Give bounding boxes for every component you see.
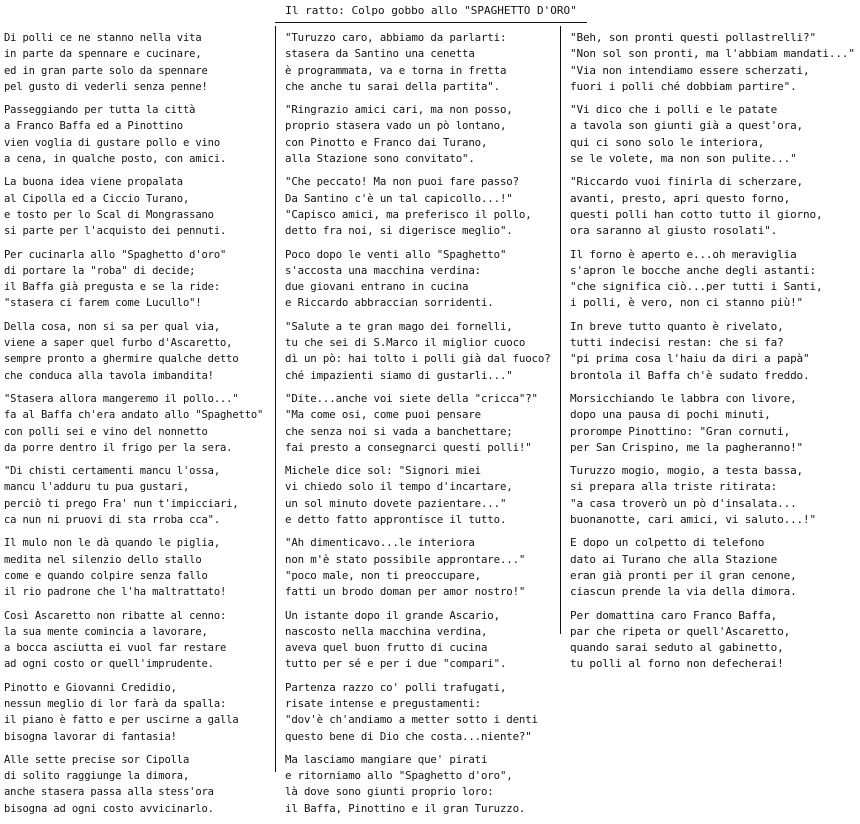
verse-line: Di polli ce ne stanno nella vita [4,32,202,44]
verse-line: si parte per l'acquisto dei pennuti. [4,225,227,238]
poem-column-1 [4,30,269,824]
verse-line: a cena, in qualche posto, con amici. [4,153,227,166]
stanza [570,247,855,312]
verse-line: E dopo un colpetto di telefono [570,536,765,550]
verse-line: risate intense e pregustamenti: [285,696,481,710]
verse-line: alla Stazione sono convitato". [285,152,475,166]
verse-line: "Che peccato! Ma non puoi fare passo? [285,175,519,189]
verse-line: Pinotto e Giovanni Credidio, [4,681,177,694]
verse-line: e tosto per lo Scal di Mongrassano [4,208,214,221]
stanza [285,535,555,600]
verse-line: "Non sol son pronti, ma l'abbiam mandati..." [570,47,855,61]
verse-line: In breve tutto quanto è rivelato, [570,319,784,333]
verse-line: Morsicchiando le labbra con livore, [570,391,797,405]
verse-line: bisogna ad ogni costo avvicinarlo. [4,802,214,815]
verse-line: la sua mente comincia a lavorare, [4,625,208,638]
verse-line: e Riccardo abbraccian sorridenti. [285,296,494,310]
verse-line: medita nel silenzio dello stallo [4,553,202,566]
stanza [285,391,555,456]
stanza [570,535,855,600]
verse-line: il rio padrone che l'ha maltrattato! [4,586,227,599]
stanza [570,463,855,528]
verse-line: ora saranno al giusto rosolati". [570,224,778,238]
verse-line: viene a saper quel furbo d'Ascaretto, [4,337,233,350]
verse-line: di solito raggiunge la dimora, [4,770,190,783]
verse-line: nessun meglio di lor farà da spalla: [4,697,227,710]
verse-line: Turuzzo mogio, mogio, a testa bassa, [570,464,804,478]
verse-line: eran già pronti per il gran cenone, [570,568,797,582]
verse-line: "Ma come osi, come puoi pensare [285,408,481,422]
verse-line: ché impazienti siamo di gustarli..." [285,368,513,382]
verse-line: fatti un brodo doman per amor nostro!" [285,585,526,599]
verse-line: pel gusto di vederli senza penne! [4,80,208,93]
verse-line: prorompe Pinottino: "Gran cornuti, [570,424,791,438]
verse-line: non m'è stato possibile approntare..." [285,552,526,566]
stanza [4,391,269,456]
verse-line: "a casa troverò un pò d'insalata... [570,496,797,510]
verse-line: un sol minuto dovete pazientare..." [285,496,507,510]
verse-line: tutti indecisi restan: che si fa? [570,336,784,350]
verse-line: fai presto a consegnarci questi polli!" [285,440,532,454]
poem-column-2 [285,30,555,824]
stanza [285,319,555,384]
stanza [4,608,269,673]
verse-line: "che significa ciò...per tutti i Santi, [570,280,823,294]
verse-line: stasera da Santino una cenetta [285,47,475,61]
verse-line: "stasera ci farem come Lucullo"! [4,297,202,310]
verse-line: Per domattina caro Franco Baffa, [570,608,778,622]
verse-line: il Baffa già pregusta e se la ride: [4,281,221,294]
stanza [4,535,269,600]
verse-line: Per cucinarla allo "Spaghetto d'oro" [4,248,227,261]
verse-line: "Capisco amici, ma preferisco il pollo, [285,207,532,221]
verse-line: ad ogni costo or quell'imprudente. [4,658,214,671]
verse-line: da porre dentro il frigo per la sera. [4,441,233,454]
verse-line: "Ringrazio amici cari, ma non posso, [285,103,513,117]
verse-line: vien voglia di gustare pollo e vino [4,136,221,149]
stanza [570,174,855,239]
stanza [285,680,555,745]
verse-line: Un istante dopo il grande Ascario, [285,608,500,622]
stanza [285,30,555,95]
verse-line: Ma lasciamo mangiare que' pirati [285,752,488,766]
verse-line: brontola il Baffa ch'è sudato freddo. [570,368,810,382]
verse-line: nascosto nella macchina verdina, [285,624,488,638]
verse-line: "pi prima cosa l'haiu da diri a papà" [570,352,810,366]
verse-line: in parte da spennare e cucinare, [4,48,202,61]
verse-line: "Stasera allora mangeremo il pollo..." [4,392,239,405]
stanza [4,463,269,528]
verse-line: La buona idea viene propalata [4,176,183,189]
verse-line: il piano è fatto e per uscirne a galla [4,714,239,727]
verse-line: "Dite...anche voi siete della "cricca"?" [285,391,538,405]
verse-line: ed in gran parte solo da spennare [4,64,208,77]
verse-line: tu polli al forno non defecherai! [570,657,784,671]
verse-line: ca nun ni pruovi di sta rroba cca". [4,514,221,527]
verse-line: questi polli han cotto tutto il giorno, [570,207,823,221]
verse-line: dato ai Turano che alla Stazione [570,552,778,566]
stanza [4,247,269,312]
verse-line: perciò ti prego Fra' nun t'impicciari, [4,497,239,510]
stanza [4,30,269,95]
stanza [285,463,555,528]
verse-line: Il forno è aperto e...oh meraviglia [570,247,797,261]
verse-line: là dove sono giunti proprio loro: [285,785,494,799]
verse-line: "Salute a te gran mago dei fornelli, [285,319,513,333]
stanza [4,680,269,745]
verse-line: i polli, è vero, non ci stanno più!" [570,296,804,310]
verse-line: detto fra noi, si digerisce meglio". [285,224,513,238]
stanza [4,174,269,239]
verse-line: a tavola son giunti già a quest'ora, [570,119,804,133]
stanza [4,752,269,817]
verse-line: avanti, presto, apri questo forno, [570,191,791,205]
verse-line: che anche tu sarai della partita". [285,79,500,93]
verse-line: anche stasera passa alla stess'ora [4,786,214,799]
verse-line: "Via non intendiamo essere scherzati, [570,63,810,77]
verse-line: dopo una pausa di pochi minuti, [570,408,771,422]
verse-line: vi chiedo solo il tempo d'incartare, [285,480,513,494]
verse-line: s'accosta una macchina verdina: [285,263,481,277]
verse-line: Da Santino c'è un tal capicollo...!" [285,191,513,205]
stanza [570,30,855,95]
verse-line: Poco dopo le venti allo "Spaghetto" [285,247,507,261]
verse-line: bisogna lavorar di fantasia! [4,730,177,743]
verse-line: si prepara alla triste ritirata: [570,480,778,494]
verse-line: par che ripeta or quell'Ascaretto, [570,624,791,638]
stanza [570,608,855,673]
stanza [285,102,555,167]
verse-line: a bocca asciutta ei vuol far restare [4,642,227,655]
verse-line: se le volete, ma non son pulite..." [570,152,797,166]
verse-line: buonanotte, cari amici, vi saluto...!" [570,513,816,527]
verse-line: fa al Baffa ch'era andato allo "Spaghetto" [4,409,264,422]
verse-line: il Baffa, Pinottino e il gran Turuzzo. [285,801,526,815]
verse-line: quando sarai seduto al gabinetto, [570,641,784,655]
verse-line: e ritorniamo allo "Spaghetto d'oro", [285,769,513,783]
verse-line: al Cipolla ed a Ciccio Turano, [4,192,190,205]
verse-line: Della cosa, non si sa per qual via, [4,320,221,333]
verse-line: con Pinotto e Franco dai Turano, [285,135,488,149]
verse-line: dì un pò: hai tolto i polli già dal fuoco? [285,352,551,366]
column-divider-left [275,26,276,772]
stanza [4,319,269,384]
stanza [570,102,855,167]
poem-column-3 [570,30,855,680]
stanza [570,319,855,384]
verse-line: questo bene di Dio che costa...niente?" [285,729,532,743]
verse-line: "poco male, non ti preoccupare, [285,568,481,582]
column-divider-right [560,26,561,634]
verse-line: qui ci sono solo le interiora, [570,135,765,149]
verse-line: che conduca alla tavola imbandita! [4,369,214,382]
verse-line: Alle sette precise sor Cipolla [4,753,190,766]
verse-line: Così Ascaretto non ribatte al cenno: [4,609,227,622]
verse-line: a Franco Baffa ed a Pinottino [4,120,183,133]
verse-line: Il mulo non le dà quando le piglia, [4,537,221,550]
verse-line: che senza noi si vada a banchettare; [285,424,513,438]
stanza [285,608,555,673]
verse-line: "Vi dico che i polli e le patate [570,103,778,117]
verse-line: di portare la "roba" di decide; [4,264,196,277]
verse-line: per San Crispino, me la pagheranno!" [570,440,804,454]
stanza [285,174,555,239]
verse-line: ciascun prende la via della dimora. [570,585,797,599]
verse-line: con polli sei e vino del nonnetto [4,425,208,438]
verse-line: sempre pronto a ghermire qualche detto [4,353,239,366]
verse-line: mancu l'adduru tu pua gustari, [4,481,190,494]
poem-title: Il ratto: Colpo gobbo allo "SPAGHETTO D'ORO" [275,0,587,23]
verse-line: come e quando colpire senza fallo [4,569,208,582]
verse-line: s'apron le bocche anche degli astanti: [570,263,816,277]
verse-line: tu che sei di S.Marco il miglior cuoco [285,336,526,350]
verse-line: "Riccardo vuoi finirla di scherzare, [570,175,804,189]
stanza [4,102,269,167]
verse-line: "Turuzzo caro, abbiamo da parlarti: [285,31,507,44]
verse-line: tutto per sé e per i due "compari". [285,657,507,671]
verse-line: due giovani entrano in cucina [285,280,469,294]
verse-line: è programmata, va e torna in fretta [285,63,507,77]
verse-line: proprio stasera vado un pò lontano, [285,119,507,133]
verse-line: aveva quel buon frutto di cucina [285,641,488,655]
verse-line: e detto fatto approntisce il tutto. [285,513,507,527]
verse-line: "Di chisti certamenti mancu l'ossa, [4,465,221,478]
verse-line: Partenza razzo co' polli trafugati, [285,680,507,694]
stanza [285,752,555,817]
verse-line: fuori i polli ché dobbiam partire". [570,79,797,93]
verse-line: "dov'è ch'andiamo a metter sotto i denti [285,713,538,727]
verse-line: "Beh, son pronti questi pollastrelli?" [570,31,816,44]
verse-line: Michele dice sol: "Signori miei [285,464,481,478]
verse-line: "Ah dimenticavo...le interiora [285,536,475,550]
stanza [570,391,855,456]
verse-line: Passeggiando per tutta la città [4,104,196,117]
stanza [285,247,555,312]
